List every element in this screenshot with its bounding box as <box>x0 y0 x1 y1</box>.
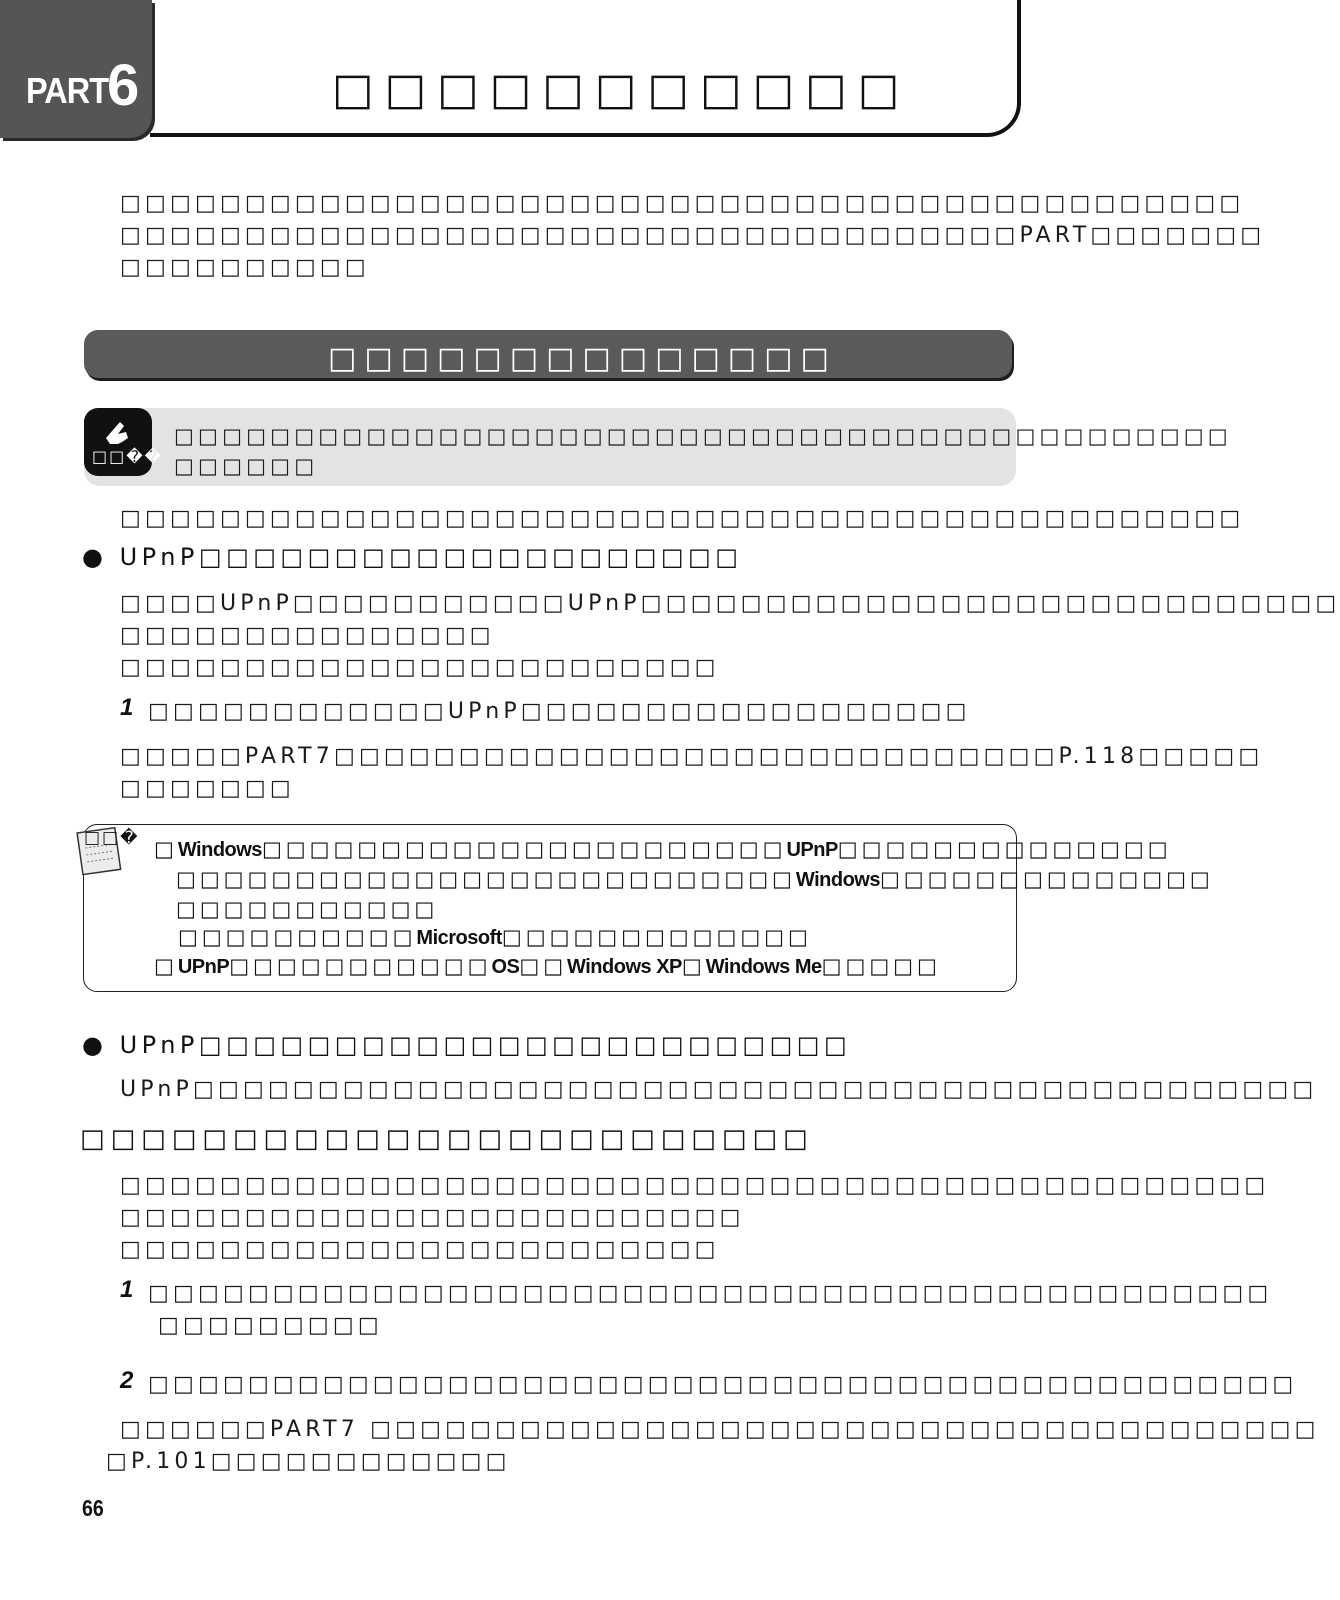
note-line-4: □□□□□□□□□□Microsoft□□□□□□□□□□□□□ <box>178 925 812 949</box>
upnp-setup-line-1: □□□□UPnP□□□□□□□□□□□UPnP□□□□□□□□□□□□□□□□□□□□□□□□□□□□ <box>120 591 1340 616</box>
upnp-ref-line-2: □□□□□□□ <box>120 776 295 801</box>
part-label: PART <box>26 70 109 111</box>
manual-step-1-line-1: □□□□□□□□□□□□□□□□□□□□□□□□□□□□□□□□□□□□□□□□□□□□□ <box>148 1281 1273 1306</box>
manual-ref-line-1: □□□□□□PART7 □□□□□□□□□□□□□□□□□□□□□□□□□□□□□□□□□□□□□□ <box>120 1417 1320 1442</box>
upnp-setup-heading-text: UPnP□□□□□□□□□□□□□□□□□□□□ <box>119 543 743 571</box>
manual-line-3: □□□□□□□□□□□□□□□□□□□□□□□□ <box>120 1237 720 1262</box>
note-line-3: □□□□□□□□□□□ <box>176 897 439 921</box>
intro-line-3: □□□□□□□□□□ <box>120 255 370 280</box>
section-lead: □□□□□□□□□□□□□□□□□□□□□□□□□□□□□□□□□□□□□□□□□□□□□ <box>120 506 1245 531</box>
note-line-1: □Windows□□□□□□□□□□□□□□□□□□□□□□UPnP□□□□□□□□□□□□□□ <box>154 837 1172 861</box>
note-line-2: □□□□□□□□□□□□□□□□□□□□□□□□□□Windows□□□□□□□□□□□□□□ <box>176 867 1214 891</box>
manual-heading: □□□□□□□□□□□□□□□□□□□□□□□□ <box>80 1124 814 1154</box>
page-title: □□□□□□□□□□□ <box>332 64 911 115</box>
upnp-setup-line-2: □□□□□□□□□□□□□□□ <box>120 623 495 648</box>
upnp-setup-heading <box>82 543 742 571</box>
step-number: 1 <box>120 1276 134 1303</box>
step-number: 1 <box>120 694 134 721</box>
part-number: 6 <box>107 53 140 118</box>
manual-ref-line-2: □P.101□□□□□□□□□□□□ <box>106 1449 511 1474</box>
bullet-icon: ● <box>82 543 108 571</box>
upnp-usage-heading <box>82 1031 851 1059</box>
manual-step-1-line-2: □□□□□□□□□ <box>158 1313 383 1338</box>
step-number: 2 <box>120 1367 134 1394</box>
intro-line-2: □□□□□□□□□□□□□□□□□□□□□□□□□□□□□□□□□□□□PART□□□□□□□ <box>120 223 1266 248</box>
page-number: 66 <box>82 1495 104 1521</box>
bullet-icon: ● <box>82 1031 108 1059</box>
upnp-step-1-text: □□□□□□□□□□□□UPnP□□□□□□□□□□□□□□□□□□ <box>148 699 971 724</box>
upnp-usage-line: UPnP□□□□□□□□□□□□□□□□□□□□□□□□□□□□□□□□□□□□□□□□□□□□□ <box>120 1077 1318 1102</box>
memo-label: □□� <box>84 828 140 848</box>
point-text-line-1: □□□□□□□□□□□□□□□□□□□□□□□□□□□□□□□□□□□□□□□□□□□□ <box>174 424 1232 448</box>
manual-line-2: □□□□□□□□□□□□□□□□□□□□□□□□□ <box>120 1205 745 1230</box>
note-line-5: □UPnP□□□□□□□□□□□OS□□Windows XP□Windows Me□□□□□ <box>154 954 941 978</box>
manual-line-1: □□□□□□□□□□□□□□□□□□□□□□□□□□□□□□□□□□□□□□□□□□□□□□ <box>120 1173 1270 1198</box>
manual-step-2-text: □□□□□□□□□□□□□□□□□□□□□□□□□□□□□□□□□□□□□□□□□□□□□□ <box>148 1372 1298 1397</box>
upnp-setup-line-3: □□□□□□□□□□□□□□□□□□□□□□□□ <box>120 655 720 680</box>
upnp-ref-line-1: □□□□□PART7□□□□□□□□□□□□□□□□□□□□□□□□□□□□□P.118□□□□□ <box>120 744 1264 769</box>
section-title: □□□□□□□□□□□□□□ <box>328 341 837 376</box>
point-text-line-2: □□□□□□ <box>174 454 319 478</box>
upnp-usage-heading-text: UPnP□□□□□□□□□□□□□□□□□□□□□□□□ <box>119 1031 852 1059</box>
intro-line-1: □□□□□□□□□□□□□□□□□□□□□□□□□□□□□□□□□□□□□□□□□□□□□ <box>120 191 1245 216</box>
point-label: □□�� <box>92 447 164 466</box>
